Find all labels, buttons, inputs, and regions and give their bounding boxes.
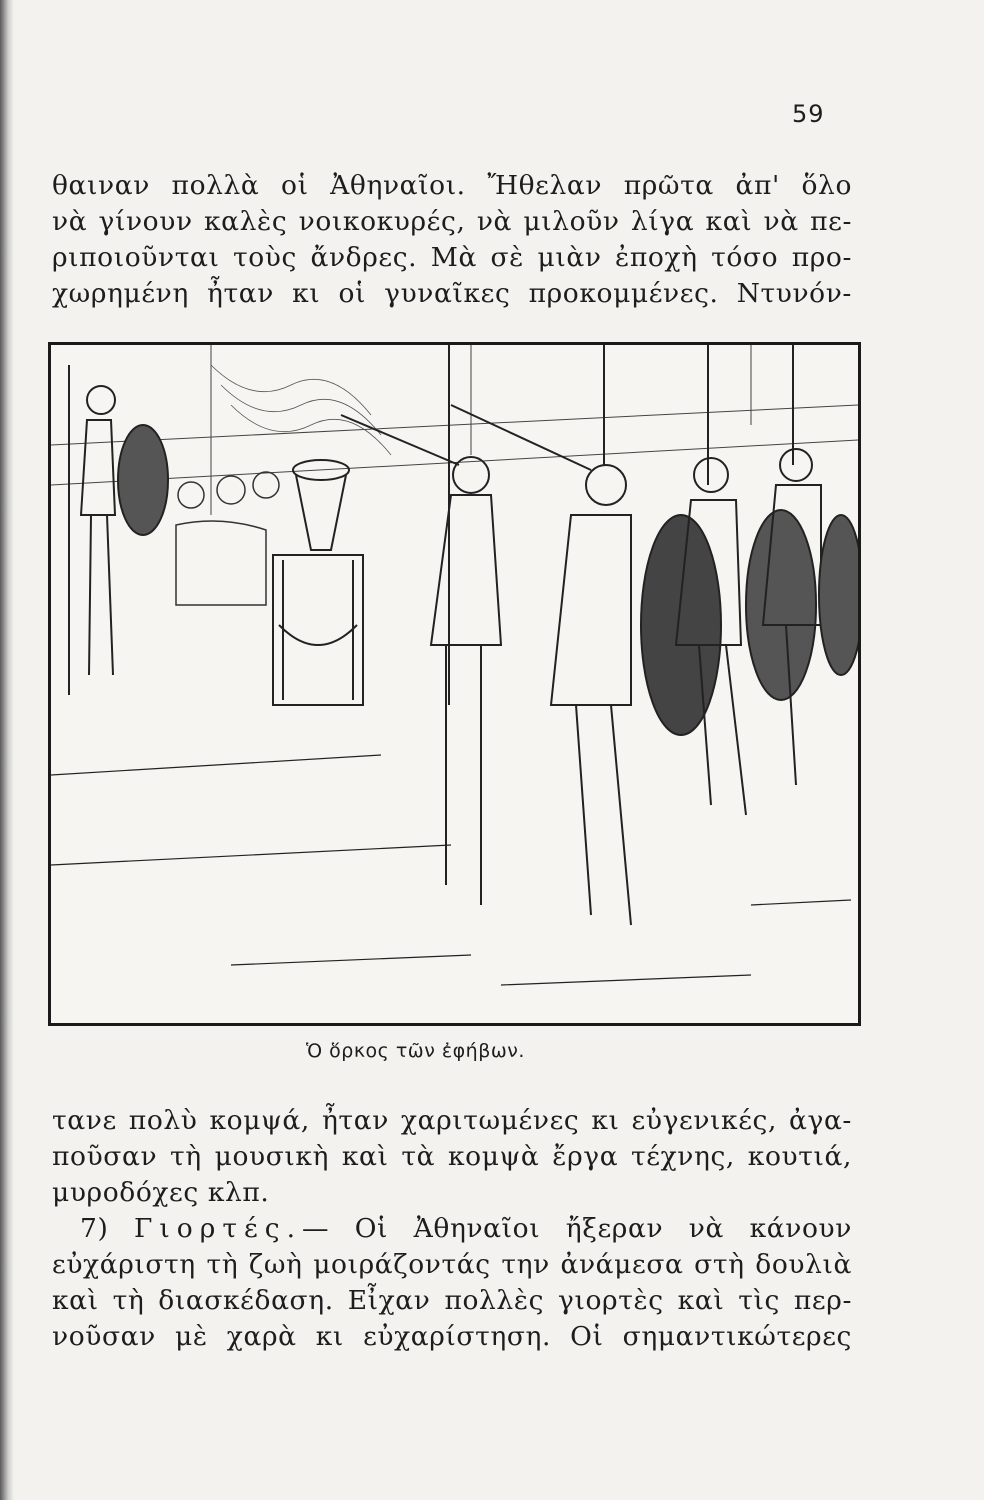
section-first-line-text: Οἱ Ἀθηναῖοι ἤξεραν νὰ κάνουν xyxy=(354,1213,852,1244)
illustration-caption: Ὁ ὅρκος τῶν ἐφήβων. xyxy=(306,1040,525,1062)
section-heading-line xyxy=(52,1211,852,1247)
page-number: 59 xyxy=(792,100,825,128)
text-line: ποῦσαν τὴ μουσικὴ καὶ τὰ κομψὰ ἔργα τέχνης, κουτιά, xyxy=(52,1141,852,1172)
ephebe-2 xyxy=(451,405,721,925)
text-line: καὶ τὴ διασκέδαση. Εἶχαν πολλὲς γιορτὲς καὶ τὶς περ- xyxy=(52,1285,852,1316)
text-line: νὰ γίνουν καλὲς νοικοκυρές, νὰ μιλοῦν λίγα καὶ νὰ πε- xyxy=(52,206,852,237)
illustration-ephebes-oath xyxy=(48,342,861,1026)
text-line: τανε πολὺ κομψά, ἦταν χαριτωμένες κι εὐγενικές, ἀγα- xyxy=(52,1105,852,1136)
section-number: 7) xyxy=(80,1213,109,1244)
text-line: εὐχάριστη τὴ ζωὴ μοιράζοντάς την ἀνάμεσα στὴ δουλιὰ xyxy=(52,1249,852,1280)
paragraph-top xyxy=(52,168,852,312)
text-line: νοῦσαν μὲ χαρὰ κι εὐχαρίστηση. Οἱ σημαντικώτερες xyxy=(52,1321,852,1352)
text-line: χωρημένη ἦταν κι οἱ γυναῖκες προκομμένες. Ντυνόν- xyxy=(52,278,852,309)
page-edge-shadow xyxy=(0,0,14,1500)
text-line: ριποιοῦνται τοὺς ἄνδρες. Μὰ σὲ μιὰν ἐποχὴ τόσο προ- xyxy=(52,242,852,273)
smoke-lines xyxy=(211,365,391,455)
text-line: μυροδόχες κλπ. xyxy=(52,1177,270,1208)
warrior-left xyxy=(81,386,168,675)
altar xyxy=(273,460,363,705)
wall-hatching xyxy=(51,345,858,515)
section-dash: — xyxy=(302,1213,330,1244)
paragraph-bottom xyxy=(52,1103,852,1355)
ground-hatching xyxy=(51,755,851,985)
crowd xyxy=(176,472,279,605)
text-line: θαιναν πολλὰ οἱ Ἀθηναῖοι. Ἤθελαν πρῶτα ἀπ' ὅλο xyxy=(52,170,852,201)
ephebe-1 xyxy=(341,415,501,905)
engraving-drawing xyxy=(51,345,858,1023)
section-heading: Γιορτές. xyxy=(134,1213,302,1244)
